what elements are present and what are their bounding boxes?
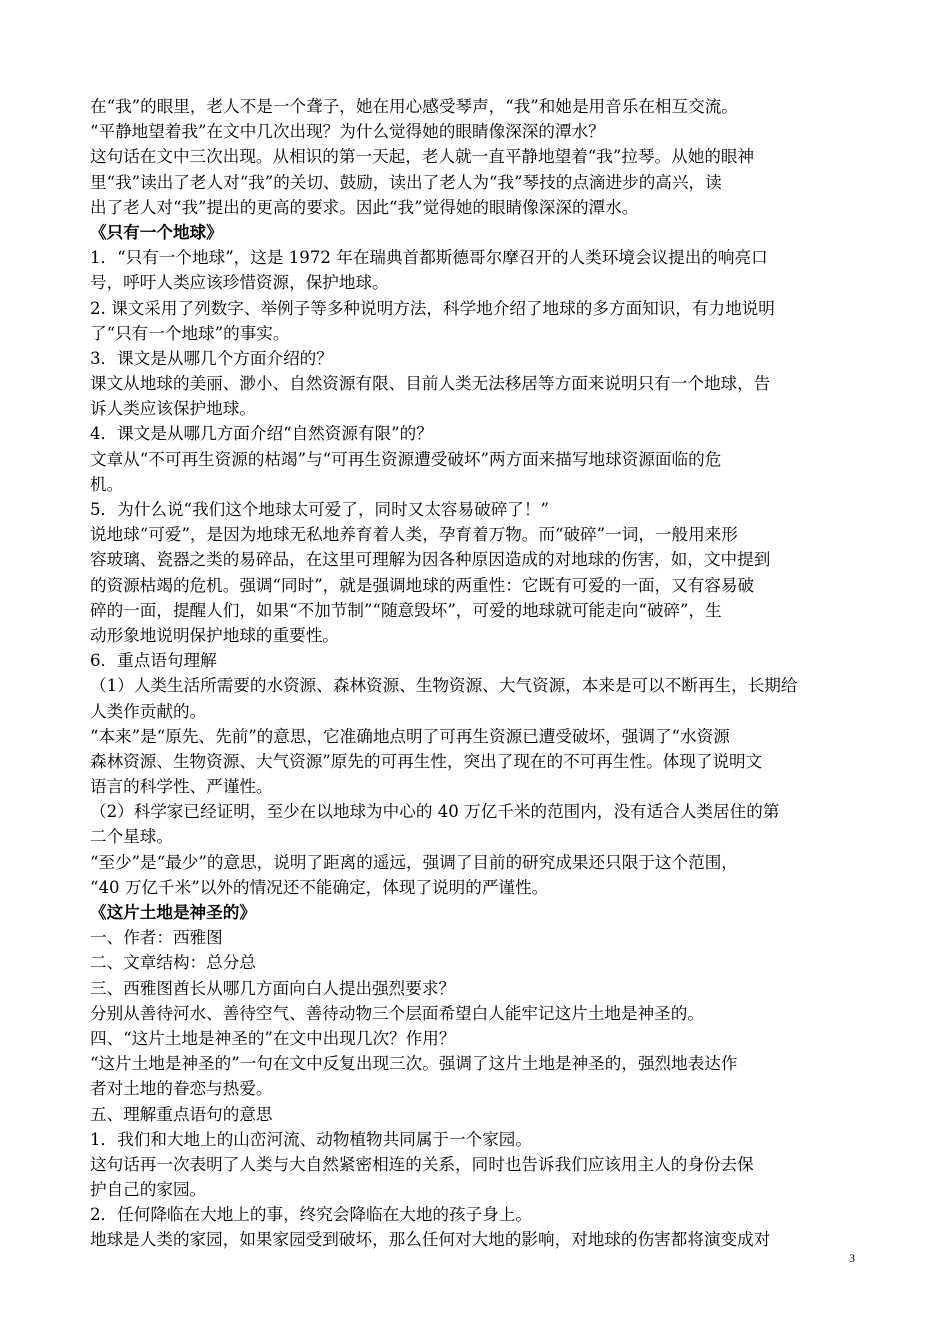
text-line: 护自己的家园。 bbox=[90, 1180, 207, 1200]
text-line: “40 万亿千米”以外的情况还不能确定，体现了说明的严谨性。 bbox=[90, 877, 549, 897]
text-line: 里“我”读出了老人对“我”的关切、鼓励，读出了老人为“我”琴技的点滴进步的高兴，读 bbox=[90, 172, 722, 192]
text-line: 这句话再一次表明了人类与大自然紧密相连的关系，同时也告诉我们应该用主人的身份去保 bbox=[90, 1154, 754, 1174]
text-line: 二、文章结构：总分总 bbox=[90, 953, 256, 973]
text-line: 在“我”的眼里，老人不是一个聋子，她在用心感受琴声，“我”和她是用音乐在相互交流。 bbox=[90, 97, 738, 116]
section-title: 《只有一个地球》 bbox=[90, 221, 223, 242]
text-line: 一、作者：西雅图 bbox=[90, 928, 223, 948]
text-line: 动形象地说明保护地球的重要性。 bbox=[90, 625, 339, 645]
text-line: 四、“这片土地是神圣的”在文中出现几次？作用？ bbox=[90, 1028, 456, 1048]
text-line: 语言的科学性、严谨性。 bbox=[90, 777, 273, 797]
text-line: 课文从地球的美丽、渺小、自然资源有限、目前人类无法移居等方面来说明只有一个地球，告 bbox=[90, 374, 771, 394]
text-line: 1．我们和大地上的山峦河流、动物植物共同属于一个家园。 bbox=[90, 1129, 532, 1149]
text-line: 6．重点语句理解 bbox=[90, 651, 217, 671]
text-line: 文章从“不可再生资源的枯竭”与“可再生资源遭受破坏”两方面来描写地球资源面临的危 bbox=[90, 449, 722, 469]
text-line: 号，呼吁人类应该珍惜资源，保护地球。 bbox=[90, 273, 389, 293]
text-line: 3．课文是从哪几个方面介绍的？ bbox=[90, 348, 333, 368]
text-line: 容玻璃、瓷器之类的易碎品，在这里可理解为因各种原因造成的对地球的伤害，如，文中提到 bbox=[90, 550, 771, 570]
text-line: 分别从善待河水、善待空气、善待动物三个层面希望白人能牢记这片土地是神圣的。 bbox=[90, 1003, 704, 1023]
text-line: 2．任何降临在大地上的事，终究会降临在大地的孩子身上。 bbox=[90, 1205, 532, 1225]
text-line: 2. 课文采用了列数字、举例子等多种说明方法，科学地介绍了地球的多方面知识，有力地说明 bbox=[90, 298, 775, 318]
text-line: 三、西雅图酋长从哪几方面向白人提出强烈要求？ bbox=[90, 978, 456, 998]
text-line: 的资源枯竭的危机。强调“同时”，就是强调地球的两重性：它既有可爱的一面，又有容易破 bbox=[90, 575, 755, 595]
text-line: 说地球“可爱”，是因为地球无私地养育着人类，孕育着万物。而“破碎”一词，一般用来形 bbox=[90, 525, 738, 545]
text-line: （2）科学家已经证明，至少在以地球为中心的 40 万亿千米的范围内，没有适合人类居住的第 bbox=[90, 802, 780, 822]
text-line: 这句话在文中三次出现。从相识的第一天起，老人就一直平静地望着“我”拉琴。从她的眼神 bbox=[90, 147, 755, 167]
text-line: 人类作贡献的。 bbox=[90, 701, 207, 721]
text-line: “这片土地是神圣的”一句在文中反复出现三次。强调了这片土地是神圣的，强烈地表达作 bbox=[90, 1054, 738, 1074]
page-number: 3 bbox=[849, 1251, 855, 1265]
text-line: 二个星球。 bbox=[90, 827, 173, 847]
text-line: 4．课文是从哪几方面介绍“自然资源有限”的？ bbox=[90, 424, 433, 444]
document-page bbox=[90, 94, 864, 1253]
text-line: 1．“只有一个地球”，这是 1972 年在瑞典首都斯德哥尔摩召开的人类环境会议提出的响亮口 bbox=[90, 248, 768, 268]
text-line: 森林资源、生物资源、大气资源”原先的可再生性，突出了现在的不可再生性。体现了说明文 bbox=[90, 751, 763, 771]
text-line: 出了老人对“我”提出的更高的要求。因此“我”觉得她的眼睛像深深的潭水。 bbox=[90, 197, 639, 217]
text-line: 碎的一面，提醒人们，如果“不加节制”“随意毁坏”，可爱的地球就可能走向“破碎”，生 bbox=[90, 600, 722, 620]
text-line: 5．为什么说“我们这个地球太可爱了，同时又太容易破碎了！” bbox=[90, 500, 549, 519]
text-line: “至少”是“最少”的意思，说明了距离的遥远，强调了目前的研究成果还只限于这个范围， bbox=[90, 852, 738, 872]
text-line: 地球是人类的家园，如果家园受到破坏，那么任何对大地的影响，对地球的伤害都将演变成对 bbox=[90, 1230, 771, 1250]
text-line: 五、理解重点语句的意思 bbox=[90, 1104, 273, 1124]
text-line: “本来”是“原先、先前”的意思，它准确地点明了可再生资源已遭受破坏，强调了“水资源 bbox=[90, 726, 730, 746]
text-line: 者对土地的眷恋与热爱。 bbox=[90, 1079, 273, 1099]
section-title: 《这片土地是神圣的》 bbox=[90, 902, 256, 922]
text-line: 机。 bbox=[90, 474, 124, 494]
text-line: 了“只有一个地球”的事实。 bbox=[90, 323, 290, 343]
text-line: “平静地望着我”在文中几次出现？为什么觉得她的眼睛像深深的潭水？ bbox=[90, 122, 605, 142]
text-line: （1）人类生活所需要的水资源、森林资源、生物资源、大气资源，本来是可以不断再生，长期给 bbox=[90, 676, 798, 696]
text-line: 诉人类应该保护地球。 bbox=[90, 399, 256, 419]
